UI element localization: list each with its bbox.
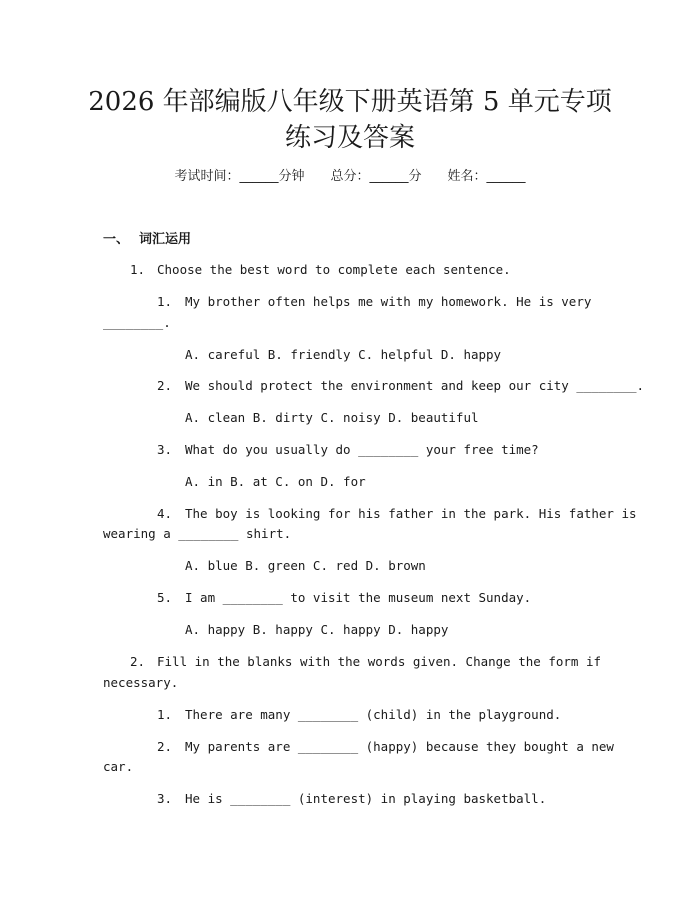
document-title-continued: 练习及答案 <box>284 123 415 153</box>
answer-options: A. careful B. friendly C. helpful D. happy <box>185 347 502 362</box>
question-number: 4. <box>157 506 173 521</box>
question-text: The boy is looking for his father in the park. His father is <box>185 506 637 521</box>
question-text: My brother often helps me with my homework. He is very <box>185 294 592 309</box>
part-2-instruction-continued: necessary. <box>103 675 179 690</box>
question-number: 1. <box>157 294 173 309</box>
question-number: 3. <box>157 442 173 457</box>
part-1-label: 1. <box>130 262 146 277</box>
answer-options: A. blue B. green C. red D. brown <box>185 558 426 573</box>
exam-time-label: 考试时间：______分钟 <box>174 169 305 184</box>
question-text: What do you usually do ________ your free time? <box>185 442 539 457</box>
question-number: 5. <box>157 590 173 605</box>
question-text-continued: ________. <box>103 315 171 330</box>
question-text-continued: wearing a ________ shirt. <box>103 526 292 541</box>
question-number: 1. <box>157 707 173 722</box>
answer-options: A. in B. at C. on D. for <box>185 474 366 489</box>
question-text-continued: car. <box>103 759 134 774</box>
total-score-label: 总分：______分 <box>330 169 422 184</box>
answer-options: A. clean B. dirty C. noisy D. beautiful <box>185 410 479 425</box>
answer-options: A. happy B. happy C. happy D. happy <box>185 622 449 637</box>
question-text: My parents are ________ (happy) because they bought a new <box>185 739 614 754</box>
student-name-label: 姓名：______ <box>447 169 526 184</box>
section-heading <box>103 231 191 249</box>
part-2-label: 2. <box>130 654 146 669</box>
question-text: We should protect the environment and keep our city ________. <box>185 378 645 393</box>
question-text: I am ________ to visit the museum next Sunday. <box>185 590 532 605</box>
question-text: There are many ________ (child) in the playground. <box>185 707 562 722</box>
question-number: 3. <box>157 791 173 806</box>
section-title: 词汇运用 <box>139 232 192 247</box>
exam-info-line <box>0 168 700 186</box>
part-2-instruction: Fill in the blanks with the words given. Change the form if <box>157 654 602 669</box>
question-number: 2. <box>157 378 173 393</box>
section-number: 一、 <box>103 232 130 247</box>
part-1-instruction: Choose the best word to complete each sentence. <box>157 262 511 277</box>
question-number: 2. <box>157 739 173 754</box>
question-text: He is ________ (interest) in playing basketball. <box>185 791 547 806</box>
document-title: 2026 年部编版八年级下册英语第 5 单元专项 <box>88 87 612 117</box>
